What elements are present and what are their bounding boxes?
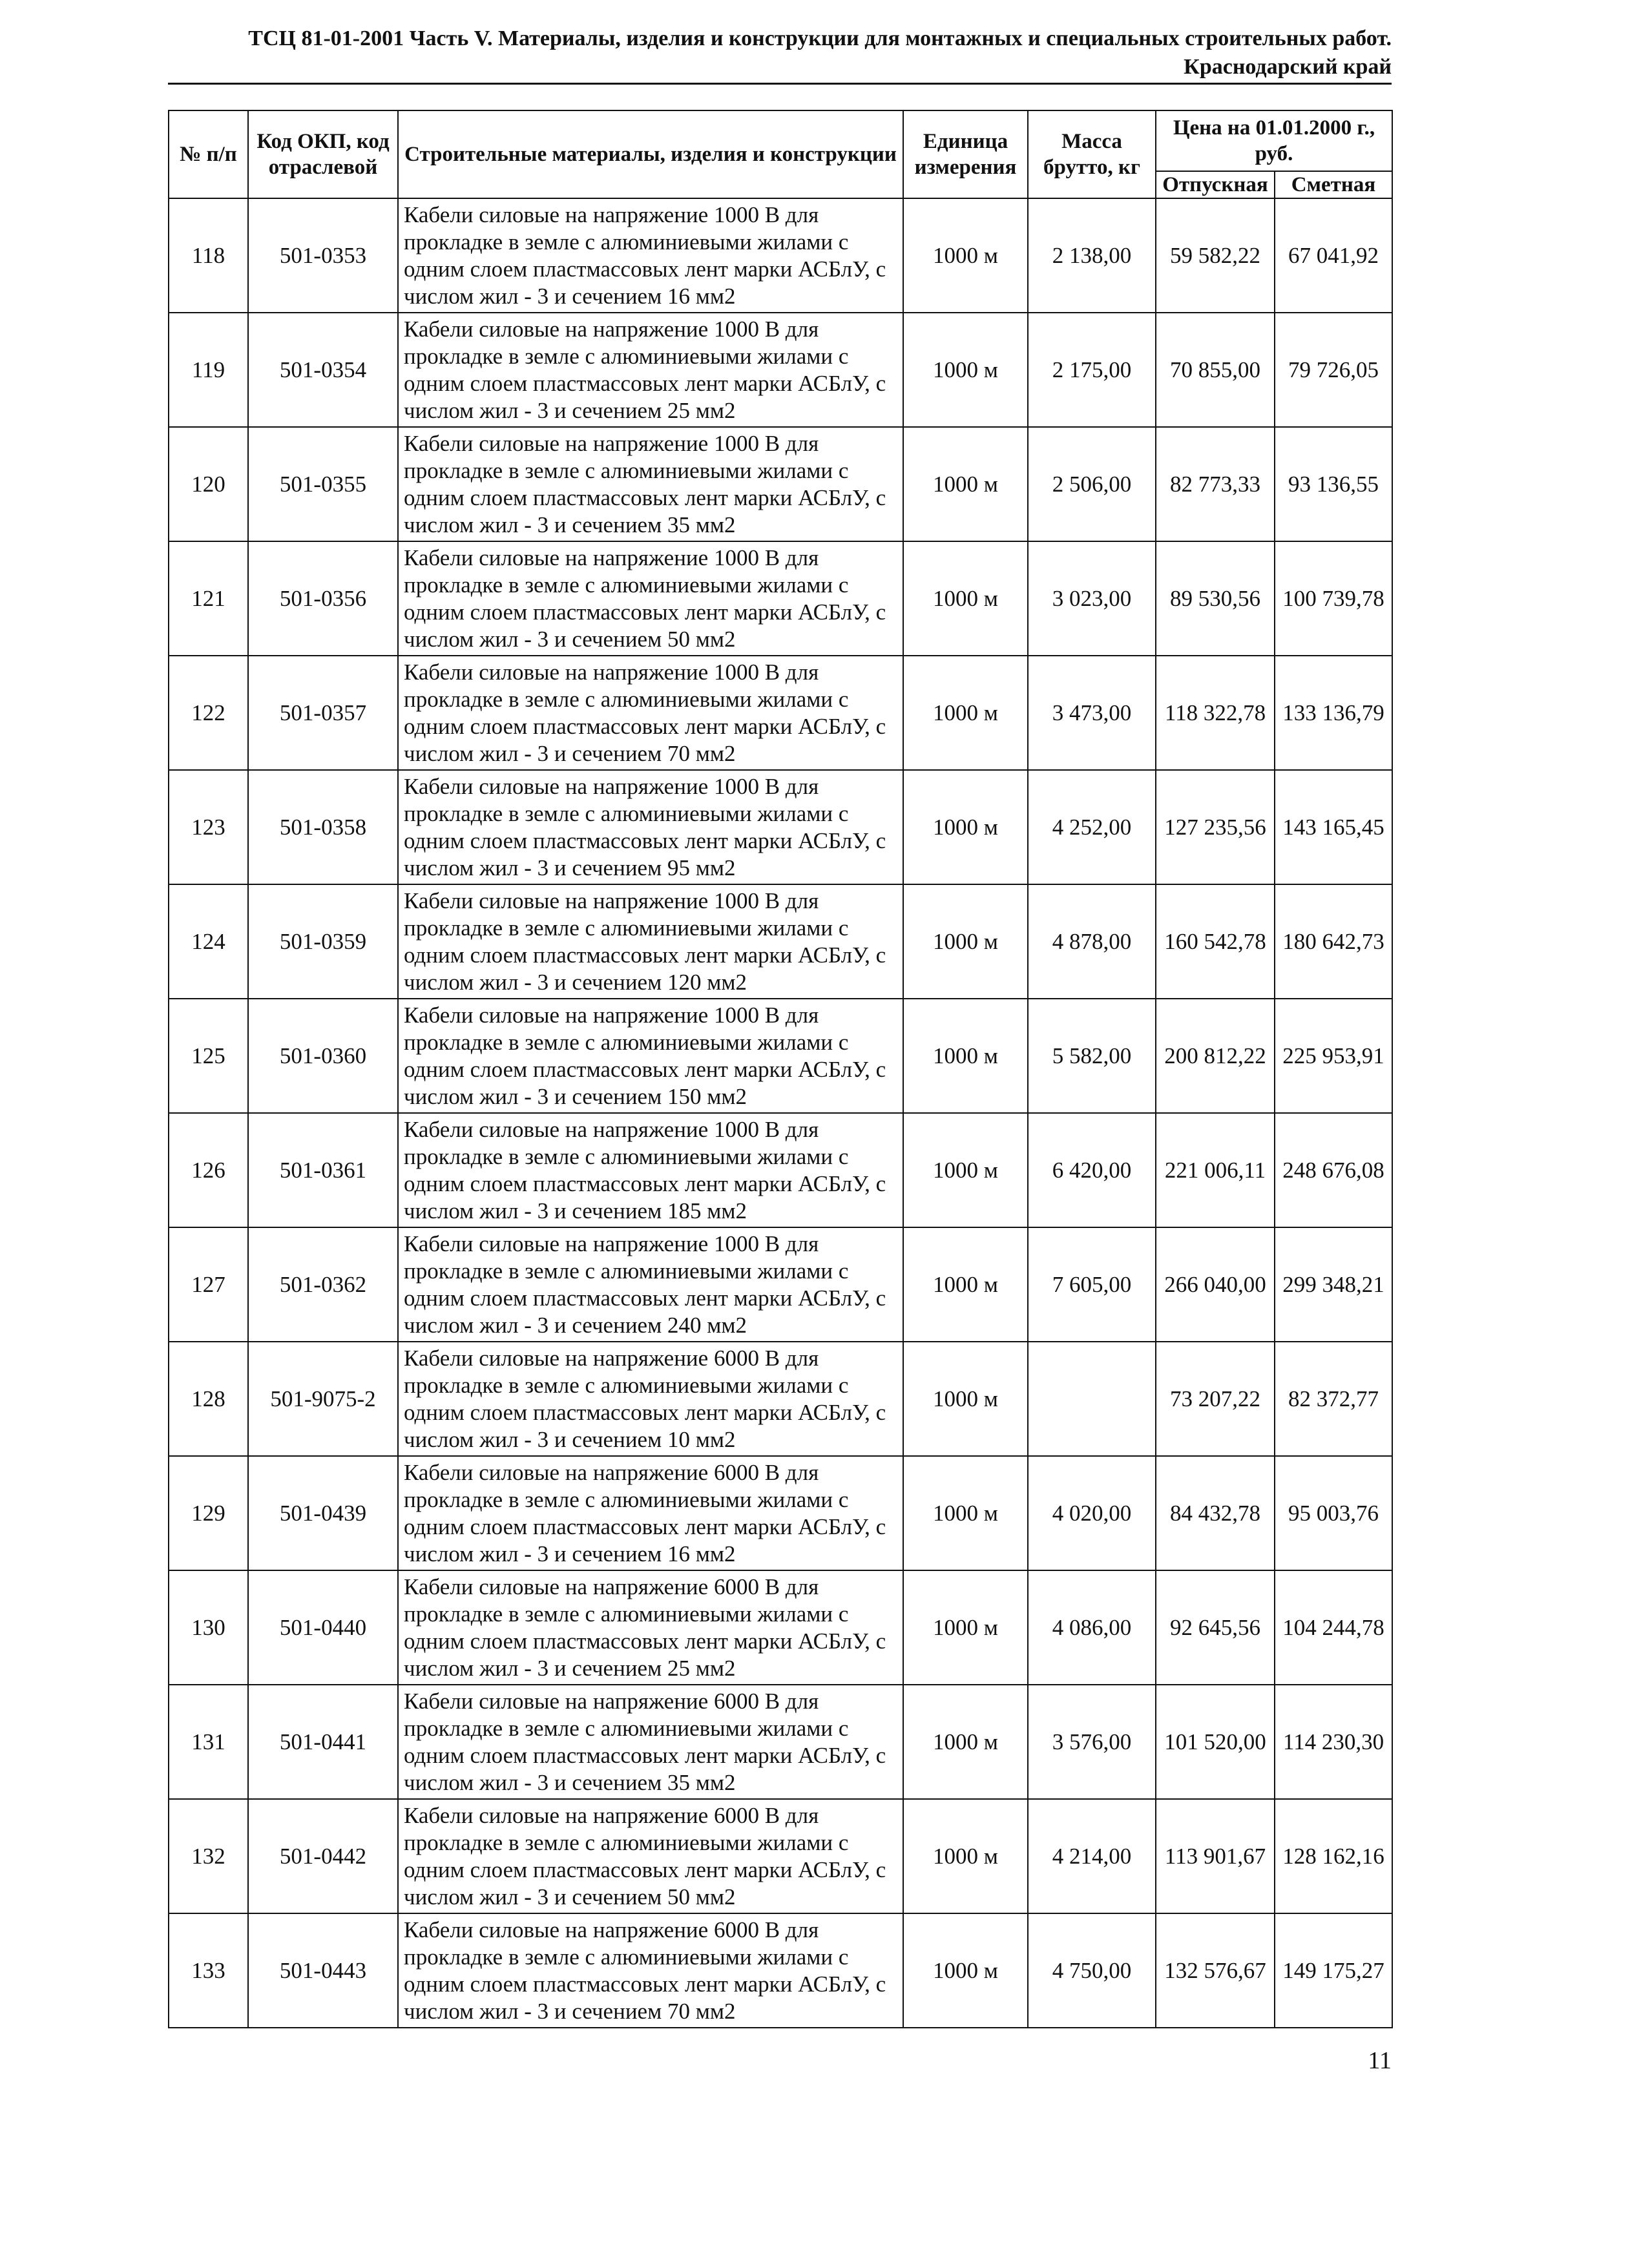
cell-unit: 1000 м <box>903 427 1028 541</box>
cell-num: 118 <box>169 198 248 313</box>
table-row <box>169 1113 1392 1227</box>
cell-price-estimate: 82 372,77 <box>1275 1342 1392 1456</box>
cell-price-sale: 200 812,22 <box>1156 999 1275 1113</box>
cell-mass: 4 086,00 <box>1028 1570 1156 1685</box>
cell-price-estimate: 143 165,45 <box>1275 770 1392 884</box>
cell-name: Кабели силовые на напряжение 6000 В для прокладке в земле с алюминиевыми жилами с одним слоем пластмассовых лент марки АСБлУ, с числом жил - 3 и сечением 70 мм2 <box>398 1913 903 2028</box>
cell-name: Кабели силовые на напряжение 6000 В для прокладке в земле с алюминиевыми жилами с одним слоем пластмассовых лент марки АСБлУ, с числом жил - 3 и сечением 35 мм2 <box>398 1685 903 1799</box>
cell-num: 122 <box>169 656 248 770</box>
cell-unit: 1000 м <box>903 313 1028 427</box>
cell-code: 501-0442 <box>248 1799 398 1913</box>
cell-price-estimate: 100 739,78 <box>1275 541 1392 656</box>
cell-code: 501-0439 <box>248 1456 398 1570</box>
cell-name: Кабели силовые на напряжение 1000 В для прокладке в земле с алюминиевыми жилами с одним слоем пластмассовых лент марки АСБлУ, с числом жил - 3 и сечением 120 мм2 <box>398 884 903 999</box>
cell-price-sale: 266 040,00 <box>1156 1227 1275 1342</box>
table-row <box>169 1570 1392 1685</box>
cell-unit: 1000 м <box>903 656 1028 770</box>
cell-code: 501-0356 <box>248 541 398 656</box>
cell-price-sale: 132 576,67 <box>1156 1913 1275 2028</box>
cell-num: 132 <box>169 1799 248 1913</box>
cell-unit: 1000 м <box>903 1913 1028 2028</box>
cell-unit: 1000 м <box>903 1227 1028 1342</box>
cell-code: 501-9075-2 <box>248 1342 398 1456</box>
cell-unit: 1000 м <box>903 999 1028 1113</box>
cell-price-estimate: 248 676,08 <box>1275 1113 1392 1227</box>
cell-price-sale: 118 322,78 <box>1156 656 1275 770</box>
col-header-unit: Единица измерения <box>903 110 1028 198</box>
cell-price-estimate: 180 642,73 <box>1275 884 1392 999</box>
col-header-price-sale: Отпускная <box>1156 171 1275 198</box>
cell-mass <box>1028 1342 1156 1456</box>
cell-mass: 4 214,00 <box>1028 1799 1156 1913</box>
col-header-price: Цена на 01.01.2000 г., руб. <box>1156 110 1392 171</box>
cell-name: Кабели силовые на напряжение 1000 В для прокладке в земле с алюминиевыми жилами с одним слоем пластмассовых лент марки АСБлУ, с числом жил - 3 и сечением 150 мм2 <box>398 999 903 1113</box>
cell-mass: 4 252,00 <box>1028 770 1156 884</box>
cell-price-estimate: 299 348,21 <box>1275 1227 1392 1342</box>
col-header-price-estimate: Сметная <box>1275 171 1392 198</box>
cell-code: 501-0360 <box>248 999 398 1113</box>
cell-num: 123 <box>169 770 248 884</box>
cell-mass: 5 582,00 <box>1028 999 1156 1113</box>
cell-code: 501-0354 <box>248 313 398 427</box>
cell-code: 501-0353 <box>248 198 398 313</box>
cell-price-estimate: 95 003,76 <box>1275 1456 1392 1570</box>
cell-mass: 6 420,00 <box>1028 1113 1156 1227</box>
cell-mass: 3 576,00 <box>1028 1685 1156 1799</box>
cell-name: Кабели силовые на напряжение 6000 В для прокладке в земле с алюминиевыми жилами с одним слоем пластмассовых лент марки АСБлУ, с числом жил - 3 и сечением 16 мм2 <box>398 1456 903 1570</box>
cell-code: 501-0362 <box>248 1227 398 1342</box>
cell-unit: 1000 м <box>903 541 1028 656</box>
cell-price-estimate: 104 244,78 <box>1275 1570 1392 1685</box>
cell-code: 501-0355 <box>248 427 398 541</box>
cell-code: 501-0443 <box>248 1913 398 2028</box>
cell-num: 129 <box>169 1456 248 1570</box>
table-body <box>169 198 1392 2028</box>
cell-name: Кабели силовые на напряжение 1000 В для прокладке в земле с алюминиевыми жилами с одним слоем пластмассовых лент марки АСБлУ, с числом жил - 3 и сечением 50 мм2 <box>398 541 903 656</box>
cell-name: Кабели силовые на напряжение 6000 В для прокладке в земле с алюминиевыми жилами с одним слоем пластмассовых лент марки АСБлУ, с числом жил - 3 и сечением 10 мм2 <box>398 1342 903 1456</box>
table-row <box>169 313 1392 427</box>
cell-price-sale: 82 773,33 <box>1156 427 1275 541</box>
col-header-code: Код ОКП, код отраслевой <box>248 110 398 198</box>
cell-code: 501-0441 <box>248 1685 398 1799</box>
cell-price-estimate: 133 136,79 <box>1275 656 1392 770</box>
cell-unit: 1000 м <box>903 1113 1028 1227</box>
cell-unit: 1000 м <box>903 1799 1028 1913</box>
table-row <box>169 427 1392 541</box>
cell-mass: 3 023,00 <box>1028 541 1156 656</box>
cell-price-estimate: 225 953,91 <box>1275 999 1392 1113</box>
cell-num: 127 <box>169 1227 248 1342</box>
cell-num: 133 <box>169 1913 248 2028</box>
cell-unit: 1000 м <box>903 1456 1028 1570</box>
page-header <box>229 25 1392 81</box>
cell-mass: 7 605,00 <box>1028 1227 1156 1342</box>
cell-num: 125 <box>169 999 248 1113</box>
cell-mass: 3 473,00 <box>1028 656 1156 770</box>
table-row <box>169 656 1392 770</box>
cell-num: 120 <box>169 427 248 541</box>
cell-code: 501-0440 <box>248 1570 398 1685</box>
cell-name: Кабели силовые на напряжение 1000 В для прокладке в земле с алюминиевыми жилами с одним слоем пластмассовых лент марки АСБлУ, с числом жил - 3 и сечением 35 мм2 <box>398 427 903 541</box>
cell-name: Кабели силовые на напряжение 1000 В для прокладке в земле с алюминиевыми жилами с одним слоем пластмассовых лент марки АСБлУ, с числом жил - 3 и сечением 95 мм2 <box>398 770 903 884</box>
cell-name: Кабели силовые на напряжение 1000 В для прокладке в земле с алюминиевыми жилами с одним слоем пластмассовых лент марки АСБлУ, с числом жил - 3 и сечением 25 мм2 <box>398 313 903 427</box>
cell-unit: 1000 м <box>903 1685 1028 1799</box>
table-row <box>169 1799 1392 1913</box>
cell-price-sale: 92 645,56 <box>1156 1570 1275 1685</box>
cell-price-estimate: 93 136,55 <box>1275 427 1392 541</box>
table-row <box>169 198 1392 313</box>
cell-code: 501-0357 <box>248 656 398 770</box>
col-header-name: Строительные материалы, изделия и конструкции <box>398 110 903 198</box>
cell-price-estimate: 128 162,16 <box>1275 1799 1392 1913</box>
cell-code: 501-0361 <box>248 1113 398 1227</box>
cell-name: Кабели силовые на напряжение 6000 В для прокладке в земле с алюминиевыми жилами с одним слоем пластмассовых лент марки АСБлУ, с числом жил - 3 и сечением 50 мм2 <box>398 1799 903 1913</box>
price-table <box>168 110 1393 2028</box>
cell-unit: 1000 м <box>903 1342 1028 1456</box>
cell-mass: 2 175,00 <box>1028 313 1156 427</box>
cell-name: Кабели силовые на напряжение 1000 В для прокладке в земле с алюминиевыми жилами с одним слоем пластмассовых лент марки АСБлУ, с числом жил - 3 и сечением 70 мм2 <box>398 656 903 770</box>
cell-price-sale: 70 855,00 <box>1156 313 1275 427</box>
table-row <box>169 884 1392 999</box>
cell-num: 126 <box>169 1113 248 1227</box>
cell-price-sale: 221 006,11 <box>1156 1113 1275 1227</box>
page-number: 11 <box>1368 2047 1392 2074</box>
cell-price-estimate: 79 726,05 <box>1275 313 1392 427</box>
cell-code: 501-0359 <box>248 884 398 999</box>
cell-price-sale: 101 520,00 <box>1156 1685 1275 1799</box>
cell-unit: 1000 м <box>903 1570 1028 1685</box>
cell-price-sale: 84 432,78 <box>1156 1456 1275 1570</box>
cell-num: 124 <box>169 884 248 999</box>
cell-price-sale: 160 542,78 <box>1156 884 1275 999</box>
table-row <box>169 1685 1392 1799</box>
header-rule <box>168 83 1392 85</box>
cell-price-sale: 73 207,22 <box>1156 1342 1275 1456</box>
table-row <box>169 1342 1392 1456</box>
table-row <box>169 999 1392 1113</box>
cell-mass: 4 750,00 <box>1028 1913 1156 2028</box>
cell-num: 119 <box>169 313 248 427</box>
cell-num: 131 <box>169 1685 248 1799</box>
col-header-num: № п/п <box>169 110 248 198</box>
cell-num: 130 <box>169 1570 248 1685</box>
cell-num: 121 <box>169 541 248 656</box>
cell-name: Кабели силовые на напряжение 6000 В для прокладке в земле с алюминиевыми жилами с одним слоем пластмассовых лент марки АСБлУ, с числом жил - 3 и сечением 25 мм2 <box>398 1570 903 1685</box>
cell-price-sale: 59 582,22 <box>1156 198 1275 313</box>
cell-mass: 4 020,00 <box>1028 1456 1156 1570</box>
col-header-mass: Масса брутто, кг <box>1028 110 1156 198</box>
table-row <box>169 1913 1392 2028</box>
cell-name: Кабели силовые на напряжение 1000 В для прокладке в земле с алюминиевыми жилами с одним слоем пластмассовых лент марки АСБлУ, с числом жил - 3 и сечением 16 мм2 <box>398 198 903 313</box>
cell-mass: 2 506,00 <box>1028 427 1156 541</box>
cell-name: Кабели силовые на напряжение 1000 В для прокладке в земле с алюминиевыми жилами с одним слоем пластмассовых лент марки АСБлУ, с числом жил - 3 и сечением 185 мм2 <box>398 1113 903 1227</box>
cell-price-estimate: 114 230,30 <box>1275 1685 1392 1799</box>
cell-unit: 1000 м <box>903 198 1028 313</box>
cell-mass: 2 138,00 <box>1028 198 1156 313</box>
cell-num: 128 <box>169 1342 248 1456</box>
cell-unit: 1000 м <box>903 884 1028 999</box>
table-row <box>169 1456 1392 1570</box>
cell-mass: 4 878,00 <box>1028 884 1156 999</box>
cell-code: 501-0358 <box>248 770 398 884</box>
header-title: ТСЦ 81-01-2001 Часть V. Материалы, изделия и конструкции для монтажных и специальных строительных работ. <box>248 26 1392 50</box>
cell-price-sale: 113 901,67 <box>1156 1799 1275 1913</box>
cell-price-sale: 89 530,56 <box>1156 541 1275 656</box>
cell-unit: 1000 м <box>903 770 1028 884</box>
cell-price-estimate: 67 041,92 <box>1275 198 1392 313</box>
table-row <box>169 541 1392 656</box>
cell-price-estimate: 149 175,27 <box>1275 1913 1392 2028</box>
table-row <box>169 1227 1392 1342</box>
table-row <box>169 770 1392 884</box>
cell-name: Кабели силовые на напряжение 1000 В для прокладке в земле с алюминиевыми жилами с одним слоем пластмассовых лент марки АСБлУ, с числом жил - 3 и сечением 240 мм2 <box>398 1227 903 1342</box>
cell-price-sale: 127 235,56 <box>1156 770 1275 884</box>
header-region: Краснодарский край <box>1184 55 1392 79</box>
